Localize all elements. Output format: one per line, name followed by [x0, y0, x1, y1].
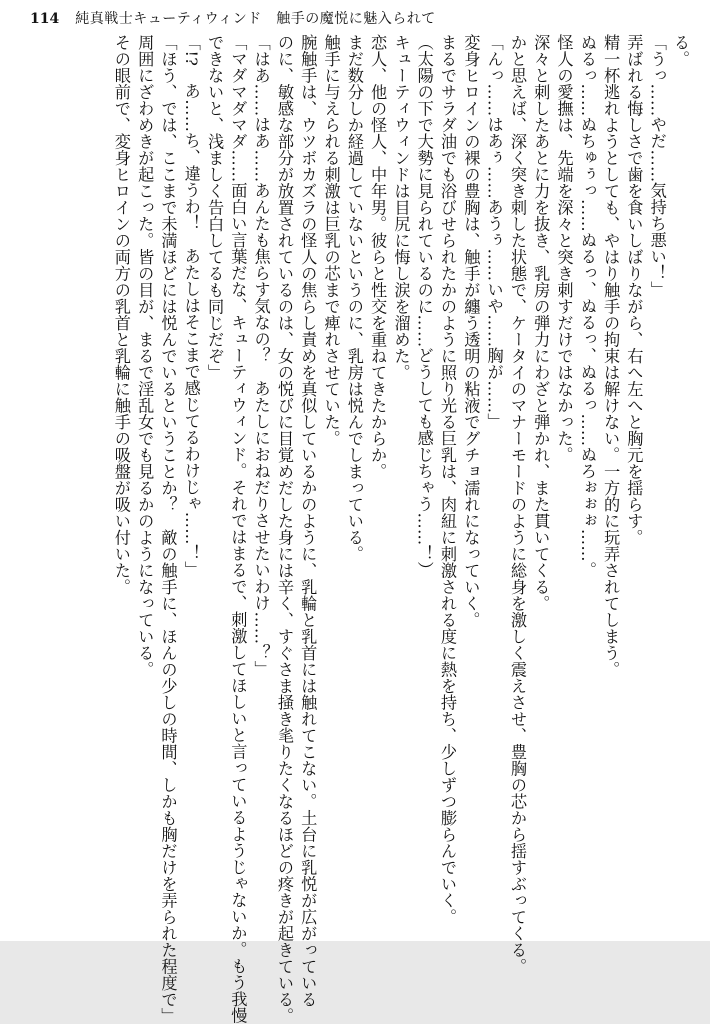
text-line: 「!? あ……ち、違うわ！ あたしはそこまで感じてるわけじゃ……！」	[181, 34, 201, 578]
text-line: 精一杯逃れようとしても、やはり触手の拘束は解けない。一方的に玩弄されてしまう。	[601, 34, 621, 678]
text-line: 深々と刺したあとに力を抜き、乳房の弾力にわざと弾かれ、また貫いてくる。	[531, 34, 551, 612]
text-line: 「ほう、では、ここまで未満ほどには悦んでいるということか？ 敵の触手に、ほんの少しの時間、しかも胸だけを弄られた程度で」	[158, 34, 178, 1024]
page-header	[30, 8, 436, 30]
text-line: 怪人の愛撫は、先端を深々と突き刺すだけではなかった。	[554, 34, 574, 463]
text-line: 「うっ……やだ……気持ち悪い！」	[647, 34, 667, 298]
text-line: 「んっ……はあぅ……あうぅ……いや……胸が……」	[484, 34, 504, 430]
text-line: 腕触手は、ウツボカズラの怪人の焦らし責めを真似しているかのように、乳輪と乳首には触れてこない。土台に乳悦が広がっている	[298, 34, 318, 1008]
text-line: できないと、浅ましく告白してるも同じだぞ」	[205, 34, 225, 381]
text-line: まるでサラダ油でも浴びせられたかのように照り光る巨乳は、肉紐に刺激される度に熱を持ち、少しずつ膨らんでいく。	[438, 34, 458, 925]
text-line: かと思えば、深く突き刺した状態で、ケータイのマナーモードのように総身を激しく震えさせ、豊胸の芯から揺すぶってくる。	[507, 34, 527, 975]
text-line: のに、敏感な部分が放置されているのは、女の悦びに目覚めだした身には辛く、すぐさま掻き毟りたくなるほどの疼きが起きている。	[274, 34, 294, 1024]
text-line: キューティウィンドは目尻に悔し涙を溜めた。	[391, 34, 411, 381]
vertical-body-text	[110, 34, 692, 1024]
text-line: （太陽の下で大勢に見られているのに……どうしても感じちゃう……！）	[414, 34, 434, 579]
text-line: 弄ばれる悔しさで歯を食いしばりながら、右へ左へと胸元を揺らす。	[624, 34, 644, 546]
text-line: 周囲にざわめきが起こった。皆の目が、まるで淫乱女でも見るかのようになっている。	[135, 34, 155, 678]
text-line: 恋人、他の怪人、中年男。彼らと性交を重ねてきたからか。	[368, 34, 388, 480]
text-line: る。	[671, 34, 690, 67]
running-title: 純真戦士キューティウィンド 触手の魔悦に魅入られて	[75, 11, 436, 27]
text-line: その眼前で、変身ヒロインの両方の乳首と乳輪に触手の吸盤が吸い付いた。	[111, 34, 131, 595]
page-number: 114	[30, 11, 60, 27]
text-line: 「はあ……はあ……あんたも焦らす気なの？ あたしにおねだりさせたいわけ……？」	[251, 34, 271, 678]
text-line: まだ数分しか経過していないというのに、乳房は悦んでしまっている。	[344, 34, 364, 562]
text-line: ぬるっ……ぬちゅぅっ……ぬるっ、ぬるっ、ぬるっ……ぬろぉぉぉ……。	[577, 34, 597, 579]
text-line: 変身ヒロインの裸の豊胸は、触手が纏う透明の粘液でグチョ濡れになっていく。	[461, 34, 481, 628]
text-line: 触手に与えられる刺激は巨乳の芯まで痺れさせていた。	[321, 34, 341, 447]
text-line: 「マダマダマダ……面白い言葉だな、キューティウィンド。それではまるで、刺激してほしいと言っているようじゃないか。もう我慢	[228, 34, 248, 1024]
